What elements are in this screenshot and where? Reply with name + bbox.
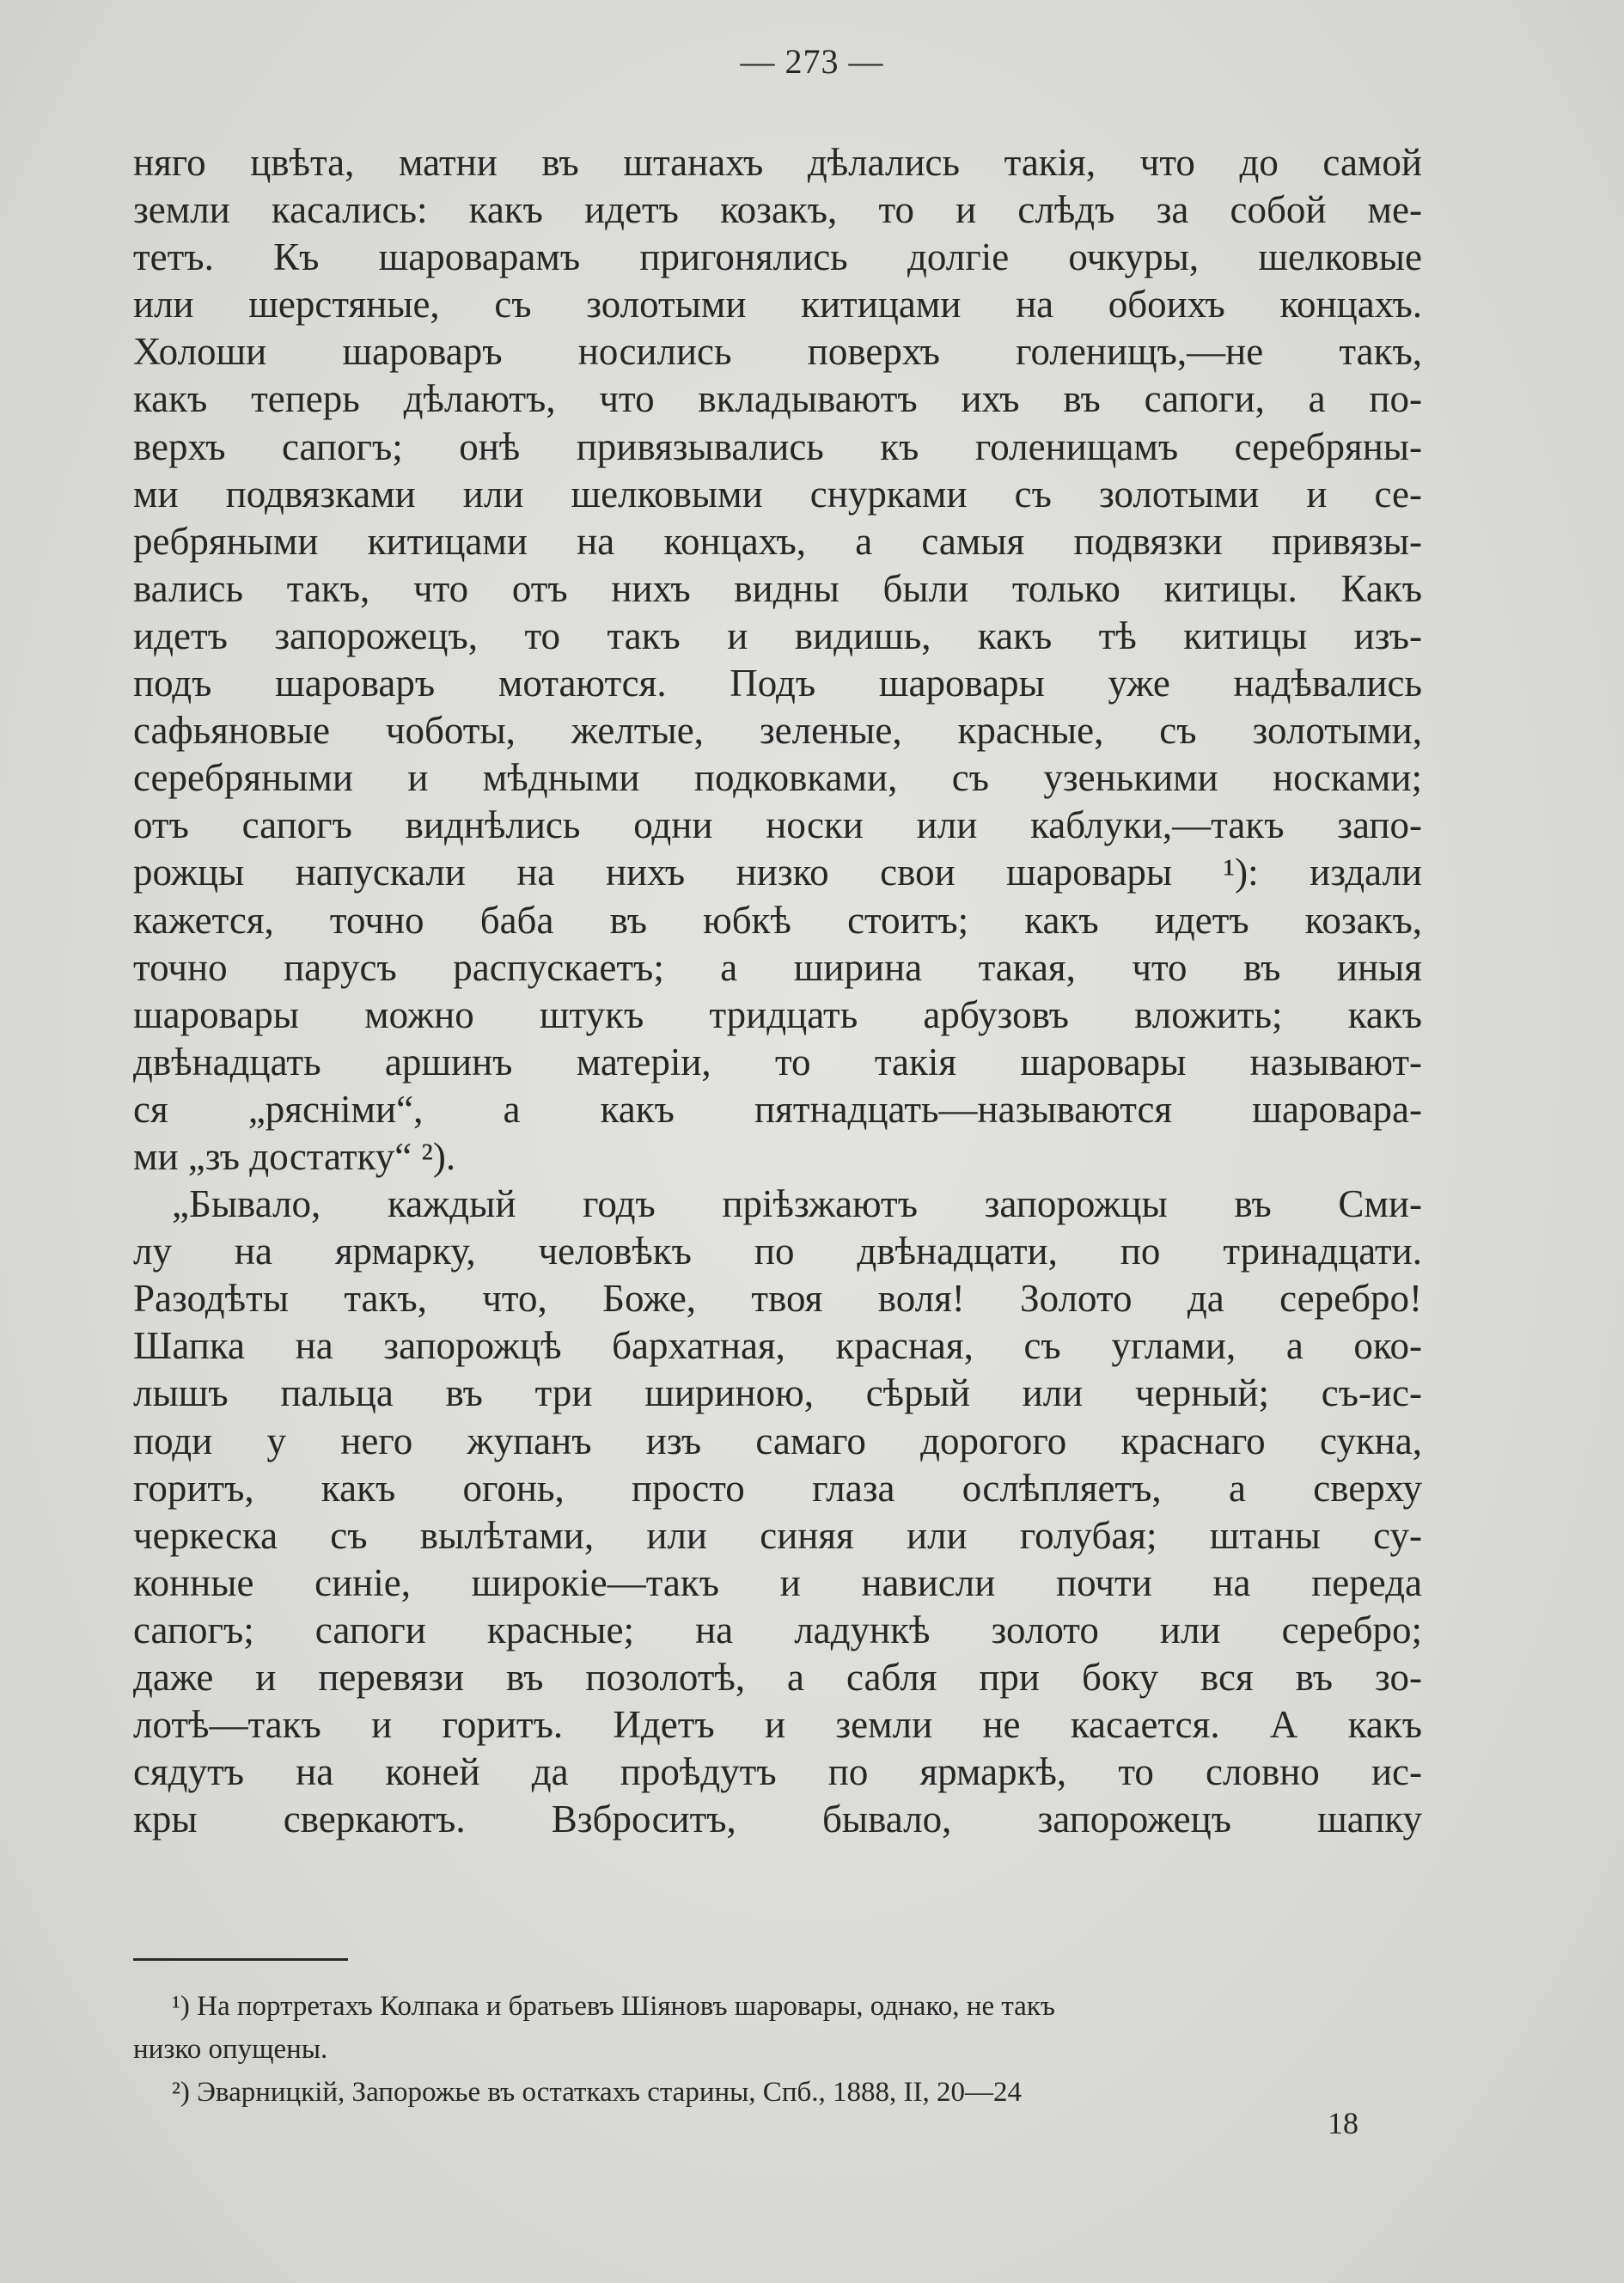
text-line: даже и перевязи въ позолотѣ, а сабля при боку вся въ зо-	[133, 1656, 1422, 1699]
footnotes	[133, 1985, 1422, 2114]
text-line: тетъ. Къ шароварамъ пригонялись долгіе очкуры, шелковые	[133, 235, 1422, 279]
text-line: горитъ, какъ огонь, просто глаза ослѣпляетъ, а сверху	[133, 1466, 1422, 1510]
text-line: лышъ пальца въ три шириною, сѣрый или черный; съ-ис-	[133, 1371, 1422, 1415]
body-text	[133, 139, 1422, 1843]
text-line: серебряными и мѣдными подковками, съ узенькими носками;	[133, 756, 1422, 800]
text-line: ся „рясніми“, а какъ пятнадцать—называются шаровара-	[133, 1087, 1422, 1131]
footnote-1: ¹) На портретахъ Колпака и братьевъ Шіяновъ шаровары, однако, не такъ	[172, 1991, 1055, 2022]
text-line: точно парусъ распускаетъ; а ширина такая, что въ иныя	[133, 945, 1422, 989]
text-line: идетъ запорожецъ, то такъ и видишь, какъ тѣ китицы изъ-	[133, 613, 1422, 657]
footnote-separator	[133, 1958, 348, 1961]
text-line: черкеска съ вылѣтами, или синяя или голубая; штаны су-	[133, 1513, 1422, 1557]
text-line: сапогъ; сапоги красные; на ладункѣ золото или серебро;	[133, 1608, 1422, 1651]
text-line: ми „зъ достатку“ ²).	[133, 1134, 456, 1178]
footnote-1-continuation: низко опущены.	[133, 2034, 328, 2065]
text-line: поди у него жупанъ изъ самаго дорогого краснаго сукна,	[133, 1419, 1422, 1462]
text-line: ребряными китицами на концахъ, а самыя подвязки привязы-	[133, 519, 1422, 563]
text-line: кажется, точно баба въ юбкѣ стоитъ; какъ идетъ козакъ,	[133, 898, 1422, 942]
text-line: лотѣ—такъ и горитъ. Идетъ и земли не касается. А какъ	[133, 1703, 1422, 1747]
text-line: двѣнадцать аршинъ матеріи, то такія шаровары называют-	[133, 1040, 1422, 1084]
text-line: рожцы напускали на нихъ низко свои шаровары ¹): издали	[133, 851, 1422, 894]
text-line: конные синіе, широкіе—такъ и нависли почти на переда	[133, 1560, 1422, 1604]
text-line: вались такъ, что отъ нихъ видны были только китицы. Какъ	[133, 566, 1422, 610]
paragraph-first-line: „Бывало, каждый годъ пріѣзжаютъ запорожцы въ Сми-	[172, 1182, 1422, 1226]
text-line: отъ сапогъ виднѣлись одни носки или каблуки,—такъ запо-	[133, 803, 1422, 847]
footnote-2: ²) Эварницкій, Запорожье въ остаткахъ старины, Спб., 1888, II, 20—24	[172, 2077, 1023, 2108]
text-line: Шапка на запорожцѣ бархатная, красная, съ углами, а око-	[133, 1324, 1422, 1368]
text-line: верхъ сапогъ; онѣ привязывались къ голенищамъ серебряны-	[133, 424, 1422, 468]
text-line: сафьяновые чоботы, желтые, зеленые, красные, съ золотыми,	[133, 709, 1422, 753]
text-line: какъ теперь дѣлаютъ, что вкладываютъ ихъ въ сапоги, а по-	[133, 377, 1422, 421]
page-number: — 273 —	[740, 42, 884, 81]
text-line: или шерстяные, съ золотыми китицами на обоихъ концахъ.	[133, 283, 1422, 327]
text-line: сядутъ на коней да проѣдутъ по ярмаркѣ, то словно ис-	[133, 1750, 1422, 1794]
text-line: шаровары можно штукъ тридцать арбузовъ вложить; какъ	[133, 992, 1422, 1036]
text-line: кры сверкаютъ. Взброситъ, бывало, запорожецъ шапку	[133, 1798, 1422, 1841]
text-line: подъ шароваръ мотаются. Подъ шаровары уже надѣвались	[133, 662, 1422, 705]
text-line: лу на ярмарку, человѣкъ по двѣнадцати, по тринадцати.	[133, 1230, 1422, 1273]
text-line: Холоши шароваръ носились поверхъ голенищъ,—не такъ,	[133, 330, 1422, 374]
text-line: ми подвязками или шелковыми снурками съ золотыми и се-	[133, 472, 1422, 516]
text-line: земли касались: какъ идетъ козакъ, то и слѣдъ за собой ме-	[133, 188, 1422, 232]
text-line: няго цвѣта, матни въ штанахъ дѣлались такія, что до самой	[133, 141, 1422, 184]
signature-mark: 18	[1328, 2106, 1358, 2140]
text-line: Разодѣты такъ, что, Боже, твоя воля! Золото да серебро!	[133, 1277, 1422, 1321]
